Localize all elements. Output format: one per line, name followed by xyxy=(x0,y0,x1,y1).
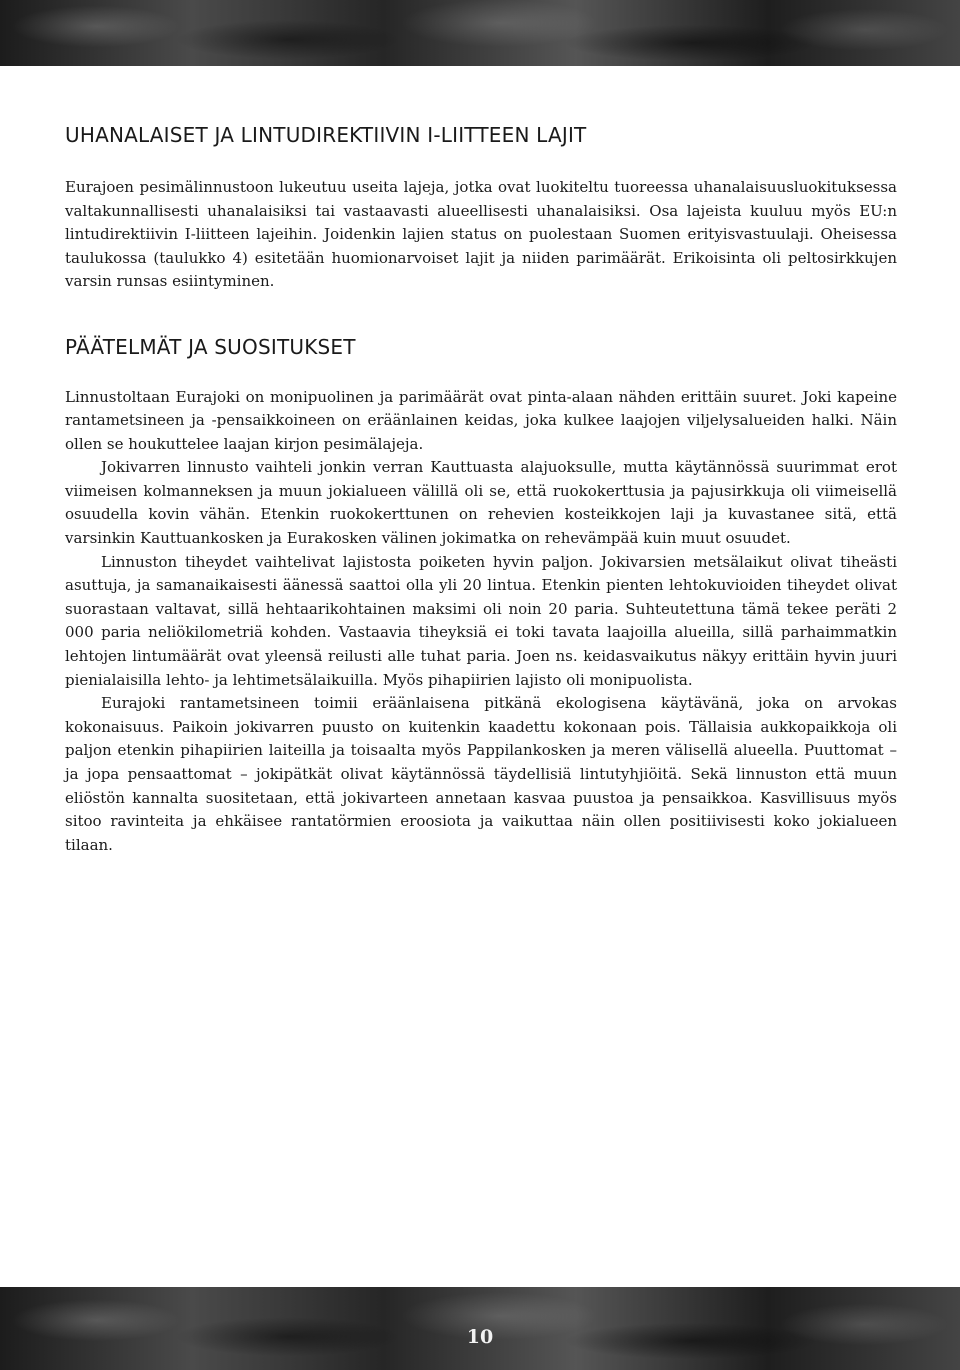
conclusions-body xyxy=(65,386,897,858)
conclusions-paragraph: Linnuston tiheydet vaihtelivat lajistosta poiketen hyvin paljon. Jokivarsien metsälaikut olivat tiheästi asuttuja, ja samanaikaisesti äänessä saattoi olla yli 20 lintua. Etenkin pienten lehtokuvioiden tiheydet olivat suorastaan valtavat, sillä hehtaarikohtainen maksimi oli noin 20 paria. Suhteutettuna tämä tekee peräti 2 000 paria neliökilometriä kohden. Vastaavia tiheyksiä ei toki tavata laajoilla alueilla, sillä parhaimmatkin lehtojen lintumäärät ovat yleensä reilusti alle tuhat paria. Joen ns. keidasvaikutus näkyy erittäin hyvin juuri pienialaisilla lehto- ja lehtimetsälaikuilla. Myös pihapiirien lajisto oli monipuolista. xyxy=(65,552,897,689)
header-texture-band xyxy=(0,0,960,66)
conclusions-paragraph: Jokivarren linnusto vaihteli jonkin verran Kauttuasta alajuoksulle, mutta käytännössä suurimmat erot viimeisen kolmanneksen ja muun jokialueen välillä oli se, että ruokokerttusia ja pajusirkkuja oli viimeisellä osuudella kovin vähän. Etenkin ruokokerttunen on rehevien kosteikkojen laji ja kuvastanee sitä, että varsinkin Kauttuankosken ja Eurakosken välinen jokimatka on rehevämpää kuin muut osuudet. xyxy=(65,458,897,548)
section-heading-conclusions: PÄÄTELMÄT JA SUOSITUKSET xyxy=(65,334,356,359)
page-number: 10 xyxy=(466,1326,494,1348)
endangered-species-paragraph: Eurajoen pesimälinnustoon lukeutuu useita lajeja, jotka ovat luokiteltu tuoreessa uhanalaisuusluokituksessa valtakunnallisesti uhanalaisiksi tai vastaavasti alueellisesti uhanalaisiksi. Osa lajeista kuuluu myös EU:n lintudirektiivin I-liitteen lajeihin. Joidenkin lajien status on puolestaan Suomen erityisvastuulaji. Oheisessa taulukossa (taulukko 4) esitetään huomionarvoiset lajit ja niiden parimäärät. Erikoisinta oli peltosirkkujen varsin runsas esiintyminen. xyxy=(65,178,897,290)
document-body xyxy=(65,120,897,857)
conclusions-paragraph: Eurajoki rantametsineen toimii eräänlaisena pitkänä ekologisena käytävänä, joka on arvokas kokonaisuus. Paikoin jokivarren puusto on kuitenkin kaadettu kokonaan pois. Tällaisia aukkopaikkoja oli paljon etenkin pihapiirien laiteilla ja toisaalta myös Pappilankosken ja meren välisellä alueella. Puuttomat – ja jopa pensaattomat – jokipätkät olivat käytännössä täydellisiä lintutyhjiöitä. Sekä linnuston että muun eliöstön kannalta suositetaan, että jokivarteen annetaan kasvaa puustoa ja pensaikkoa. Kasvillisuus myös sitoo ravinteita ja ehkäisee rantatörmien eroosiota ja vaikuttaa näin ollen positiivisesti koko jokialueen tilaan. xyxy=(65,694,897,854)
section-heading-endangered-species: UHANALAISET JA LINTUDIREKTIIVIN I-LIITTEEN LAJIT xyxy=(65,123,587,147)
conclusions-paragraph: Linnustoltaan Eurajoki on monipuolinen ja parimäärät ovat pinta-alaan nähden erittäin suuret. Joki kapeine rantametsineen ja -pensaikkoineen on eräänlainen keidas, joka kulkee laajojen viljelysalueiden halki. Näin ollen se houkuttelee laajan kirjon pesimälajeja. xyxy=(65,387,897,453)
